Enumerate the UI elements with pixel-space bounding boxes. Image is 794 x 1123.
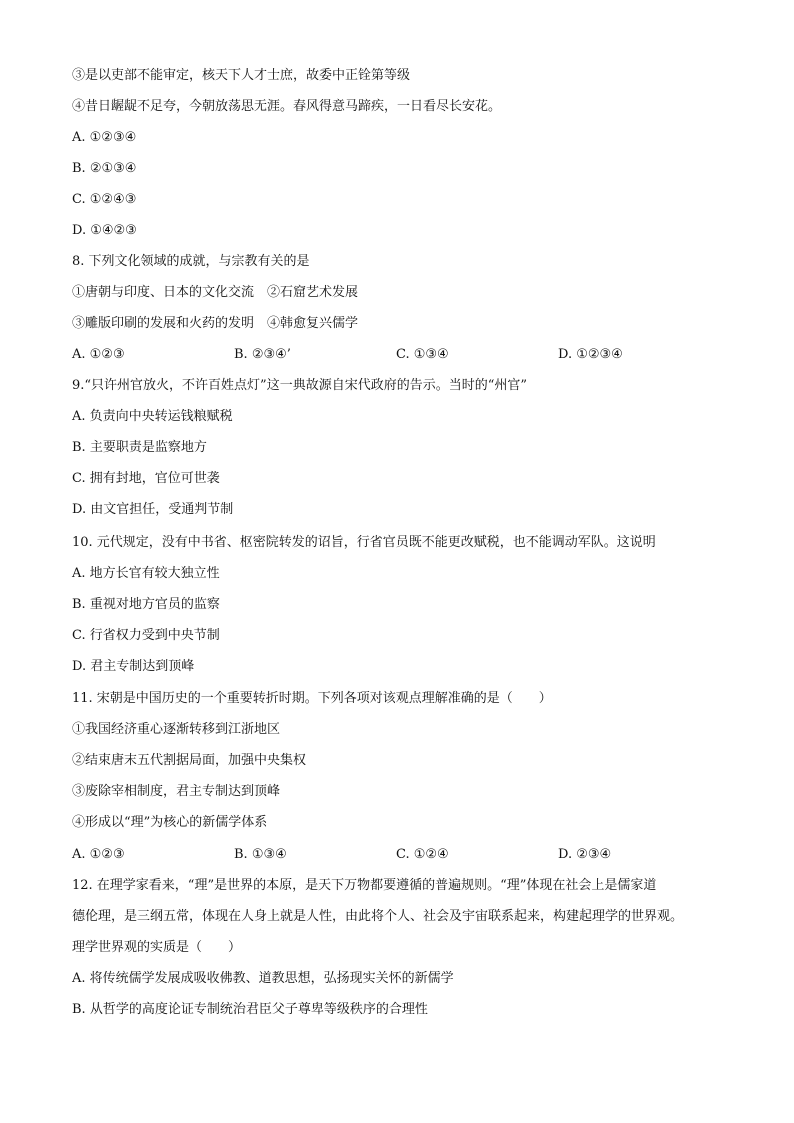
q12-option-b: B. 从哲学的高度论证专制统治君臣父子尊卑等级秩序的合理性 xyxy=(72,1002,428,1017)
q7-item-3: ③是以吏部不能审定，核天下人才士庶，故委中正铨第等级 xyxy=(72,68,411,83)
q10-option-b: B. 重视对地方官员的监察 xyxy=(72,597,220,612)
q10-stem: 10. 元代规定，没有中书省、枢密院转发的诏旨，行省官员既不能更改赋税，也不能调动军队。这说明 xyxy=(72,535,656,550)
q9-option-b: B. 主要职责是监察地方 xyxy=(72,440,207,455)
q11-item-1: ①我国经济重心逐渐转移到江浙地区 xyxy=(72,722,281,737)
q9-option-c: C. 拥有封地，官位可世袭 xyxy=(72,471,220,486)
q7-option-a: A. ①②③④ xyxy=(72,130,137,145)
q8-item-row-1: ①唐朝与印度、日本的文化交流 ②石窟艺术发展 xyxy=(72,285,359,300)
q7-item-4: ④昔日龌龊不足夸，今朝放荡思无涯。春风得意马蹄疾，一日看尽长安花。 xyxy=(72,99,502,114)
q11-item-2: ②结束唐末五代割据局面，加强中央集权 xyxy=(72,753,307,768)
q11-item-4: ④形成以“理”为核心的新儒学体系 xyxy=(72,815,268,830)
q8-option-c: C. ①③④ xyxy=(396,347,449,362)
q9-option-a: A. 负责向中央转运钱粮赋税 xyxy=(72,409,233,424)
q7-option-b: B. ②①③④ xyxy=(72,161,137,176)
q7-option-d: D. ①④②③ xyxy=(72,223,137,238)
q8-option-d: D. ①②③④ xyxy=(558,347,623,362)
q11-stem: 11. 宋朝是中国历史的一个重要转折时期。下列各项对该观点理解准确的是（ ） xyxy=(72,691,552,706)
q8-item-row-2: ③雕版印刷的发展和火药的发明 ④韩愈复兴儒学 xyxy=(72,316,359,331)
q7-option-c: C. ①②④③ xyxy=(72,192,137,207)
q12-stem-line-3: 理学世界观的实质是（ ） xyxy=(72,940,242,955)
q10-option-a: A. 地方长官有较大独立性 xyxy=(72,566,220,581)
q9-option-d: D. 由文官担任，受通判节制 xyxy=(72,502,234,517)
q12-stem-line-2: 德伦理，是三纲五常，体现在人身上就是人性，由此将个人、社会及宇宙联系起来，构建起理学的世界观。 xyxy=(72,909,684,924)
q9-stem: 9.“只许州官放火，不许百姓点灯”这一典故源自宋代政府的告示。当时的“州官” xyxy=(72,378,527,393)
q11-option-c: C. ①②④ xyxy=(396,847,449,862)
q8-stem: 8. 下列文化领域的成就，与宗教有关的是 xyxy=(72,254,310,269)
q11-option-d: D. ②③④ xyxy=(558,847,612,862)
q8-option-a: A. ①②③ xyxy=(72,347,125,362)
q10-option-c: C. 行省权力受到中央节制 xyxy=(72,628,220,643)
q12-option-a: A. 将传统儒学发展成吸收佛教、道教思想，弘扬现实关怀的新儒学 xyxy=(72,971,454,986)
q11-item-3: ③废除宰相制度，君主专制达到顶峰 xyxy=(72,784,281,799)
q11-option-b: B. ①③④ xyxy=(234,847,287,862)
q10-option-d: D. 君主专制达到顶峰 xyxy=(72,659,195,674)
q11-option-a: A. ①②③ xyxy=(72,847,125,862)
q8-option-b: B. ②③④’ xyxy=(234,347,291,362)
q12-stem-line-1: 12. 在理学家看来，“理”是世界的本原，是天下万物都要遵循的普遍规则。“理”体现在社会上是儒家道 xyxy=(72,878,657,893)
